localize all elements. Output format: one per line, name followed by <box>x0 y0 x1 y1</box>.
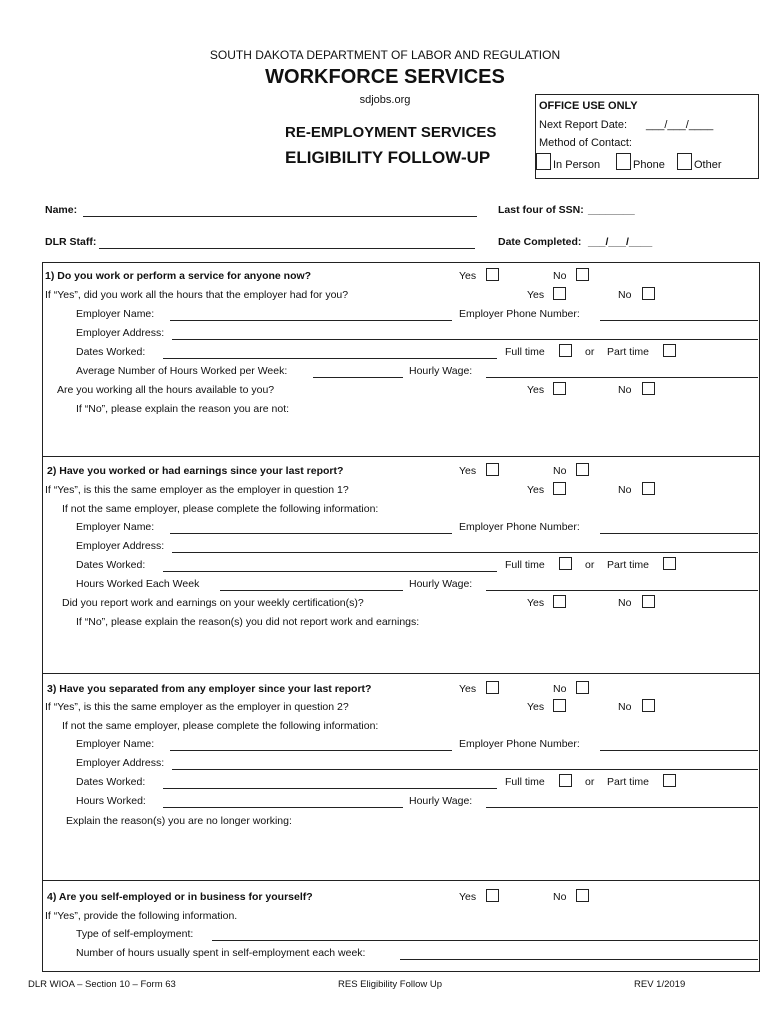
q3-explain-label: Explain the reason(s) you are no longer working: <box>66 815 292 827</box>
q3-employer-phone-label: Employer Phone Number: <box>459 738 580 750</box>
q2-yes-label: Yes <box>459 465 477 477</box>
q3-part-time-checkbox[interactable] <box>663 774 676 787</box>
q3-or-label: or <box>585 776 595 788</box>
q2-explain-label: If “No”, please explain the reason(s) you did not report work and earnings: <box>76 616 420 628</box>
form-title-line1: RE-EMPLOYMENT SERVICES <box>285 124 497 141</box>
q2-same-yes-checkbox[interactable] <box>553 482 566 495</box>
date-completed-label: Date Completed: <box>498 236 582 248</box>
ssn-field[interactable]: ________ <box>588 204 635 216</box>
q1-or-label: or <box>585 346 595 358</box>
q2-followup: If “Yes”, is this the same employer as the employer in question 1? <box>45 484 349 496</box>
q3-not-same-instructions: If not the same employer, please complete the following information: <box>62 720 379 732</box>
q3-full-time-checkbox[interactable] <box>559 774 572 787</box>
q2-employer-address-label: Employer Address: <box>76 540 165 552</box>
q2-dates-worked-field[interactable] <box>163 571 497 572</box>
q3-followup: If “Yes”, is this the same employer as the employer in question 2? <box>45 701 349 713</box>
q2-reported-no-label: No <box>618 597 632 609</box>
q1-all-hours-yes-label: Yes <box>527 289 545 301</box>
phone-checkbox[interactable] <box>616 153 631 170</box>
q3-no-label: No <box>553 683 567 695</box>
footer-form-title: RES Eligibility Follow Up <box>338 979 443 990</box>
name-field[interactable] <box>83 216 477 217</box>
q2-full-time-label: Full time <box>505 559 545 571</box>
q2-hourly-wage-label: Hourly Wage: <box>409 578 473 590</box>
dlr-staff-field[interactable] <box>99 248 475 249</box>
q1-full-time-checkbox[interactable] <box>559 344 572 357</box>
q3-part-time-label: Part time <box>607 776 650 788</box>
next-report-label: Next Report Date: <box>539 119 628 131</box>
q1-part-time-label: Part time <box>607 346 650 358</box>
q4-type-field[interactable] <box>212 940 758 941</box>
q2-reported-question: Did you report work and earnings on your weekly certification(s)? <box>62 597 364 609</box>
q1-all-hours-no-checkbox[interactable] <box>642 287 655 300</box>
q3-hourly-wage-field[interactable] <box>486 807 758 808</box>
office-use-box <box>535 94 759 179</box>
q1-employer-phone-label: Employer Phone Number: <box>459 308 580 320</box>
q3-full-time-label: Full time <box>505 776 545 788</box>
next-report-date-field[interactable]: ___/___/____ <box>646 119 714 131</box>
form-title-line2: ELIGIBILITY FOLLOW-UP <box>285 148 491 167</box>
q3-hours-worked-label: Hours Worked: <box>76 795 146 807</box>
in-person-label: In Person <box>553 159 601 171</box>
website: sdjobs.org <box>359 94 411 106</box>
q1-employer-address-field[interactable] <box>172 339 758 340</box>
q1-explain-label: If “No”, please explain the reason you are not: <box>76 403 290 415</box>
q3-hourly-wage-label: Hourly Wage: <box>409 795 473 807</box>
q2-no-checkbox[interactable] <box>576 463 589 476</box>
q4-hours-label: Number of hours usually spent in self-employment each week: <box>76 947 366 959</box>
q1-available-no-label: No <box>618 384 632 396</box>
q1-yes-checkbox[interactable] <box>486 268 499 281</box>
q4-no-label: No <box>553 891 567 903</box>
q3-dates-worked-label: Dates Worked: <box>76 776 146 788</box>
q2-reported-no-checkbox[interactable] <box>642 595 655 608</box>
q3-yes-label: Yes <box>459 683 477 695</box>
q3-employer-name-label: Employer Name: <box>76 738 155 750</box>
q3-same-yes-checkbox[interactable] <box>553 699 566 712</box>
q1-all-hours-yes-checkbox[interactable] <box>553 287 566 300</box>
divider-q2-q3 <box>42 673 760 674</box>
q1-no-checkbox[interactable] <box>576 268 589 281</box>
q1-no-label: No <box>553 270 567 282</box>
q2-part-time-checkbox[interactable] <box>663 557 676 570</box>
q1-avg-hours-label: Average Number of Hours Worked per Week: <box>76 365 288 377</box>
q1-available-no-checkbox[interactable] <box>642 382 655 395</box>
q2-no-label: No <box>553 465 567 477</box>
q1-available-yes-checkbox[interactable] <box>553 382 566 395</box>
q2-employer-address-field[interactable] <box>172 552 758 553</box>
q4-followup: If “Yes”, provide the following information. <box>45 910 238 922</box>
q1-employer-address-label: Employer Address: <box>76 327 165 339</box>
footer-revision: REV 1/2019 <box>634 979 686 990</box>
name-label: Name: <box>45 204 78 216</box>
q2-or-label: or <box>585 559 595 571</box>
footer-form-id: DLR WIOA – Section 10 – Form 63 <box>28 979 176 990</box>
q2-employer-phone-field[interactable] <box>600 533 758 534</box>
q3-employer-address-field[interactable] <box>172 769 758 770</box>
q2-yes-checkbox[interactable] <box>486 463 499 476</box>
q2-employer-name-field[interactable] <box>170 533 452 534</box>
q3-same-no-label: No <box>618 701 632 713</box>
q2-hours-each-week-field[interactable] <box>220 590 403 591</box>
q2-employer-phone-label: Employer Phone Number: <box>459 521 580 533</box>
q1-hourly-wage-label: Hourly Wage: <box>409 365 473 377</box>
q1-dates-worked-label: Dates Worked: <box>76 346 146 358</box>
in-person-checkbox[interactable] <box>536 153 551 170</box>
agency-name: SOUTH DAKOTA DEPARTMENT OF LABOR AND REGULATION <box>209 48 561 62</box>
q2-same-no-label: No <box>618 484 632 496</box>
other-checkbox[interactable] <box>677 153 692 170</box>
q3-employer-address-label: Employer Address: <box>76 757 165 769</box>
dlr-staff-label: DLR Staff: <box>45 236 97 248</box>
q1-employer-phone-field[interactable] <box>600 320 758 321</box>
q2-reported-yes-checkbox[interactable] <box>553 595 566 608</box>
q1-question: 1) Do you work or perform a service for anyone now? <box>45 270 312 282</box>
q2-hourly-wage-field[interactable] <box>486 590 758 591</box>
q2-same-no-checkbox[interactable] <box>642 482 655 495</box>
q3-employer-phone-field[interactable] <box>600 750 758 751</box>
q1-full-time-label: Full time <box>505 346 545 358</box>
q2-same-yes-label: Yes <box>527 484 545 496</box>
divider-q3-q4 <box>42 880 760 881</box>
q1-employer-name-label: Employer Name: <box>76 308 155 320</box>
q1-available-yes-label: Yes <box>527 384 545 396</box>
q3-yes-checkbox[interactable] <box>486 681 499 694</box>
q3-employer-name-field[interactable] <box>170 750 452 751</box>
q1-all-hours-no-label: No <box>618 289 632 301</box>
q1-followup: If “Yes”, did you work all the hours that the employer had for you? <box>45 289 349 301</box>
q1-part-time-checkbox[interactable] <box>663 344 676 357</box>
q4-type-label: Type of self-employment: <box>76 928 194 940</box>
q2-not-same-instructions: If not the same employer, please complete the following information: <box>62 503 379 515</box>
method-label: Method of Contact: <box>539 137 632 149</box>
ssn-label: Last four of SSN: <box>498 204 584 216</box>
office-use-title: OFFICE USE ONLY <box>539 100 638 112</box>
q3-dates-worked-field[interactable] <box>163 788 497 789</box>
division-title: WORKFORCE SERVICES <box>265 66 505 88</box>
q3-same-yes-label: Yes <box>527 701 545 713</box>
q4-hours-field[interactable] <box>400 959 758 960</box>
q2-reported-yes-label: Yes <box>527 597 545 609</box>
q1-avg-hours-field[interactable] <box>313 377 403 378</box>
q4-no-checkbox[interactable] <box>576 889 589 902</box>
q2-full-time-checkbox[interactable] <box>559 557 572 570</box>
q2-employer-name-label: Employer Name: <box>76 521 155 533</box>
q3-no-checkbox[interactable] <box>576 681 589 694</box>
q2-part-time-label: Part time <box>607 559 650 571</box>
q1-dates-worked-field[interactable] <box>163 358 497 359</box>
q3-hours-worked-field[interactable] <box>163 807 403 808</box>
q4-question: 4) Are you self-employed or in business for yourself? <box>47 891 313 903</box>
q1-employer-name-field[interactable] <box>170 320 452 321</box>
q2-question: 2) Have you worked or had earnings since your last report? <box>47 465 344 477</box>
q2-hours-each-week-label: Hours Worked Each Week <box>76 578 200 590</box>
q3-question: 3) Have you separated from any employer since your last report? <box>47 683 372 695</box>
q3-same-no-checkbox[interactable] <box>642 699 655 712</box>
phone-label: Phone <box>633 159 665 171</box>
divider-q1-q2 <box>42 456 760 457</box>
other-label: Other <box>694 159 722 171</box>
date-completed-field[interactable]: ___/___/____ <box>588 236 653 248</box>
q4-yes-label: Yes <box>459 891 477 903</box>
q1-yes-label: Yes <box>459 270 477 282</box>
q4-yes-checkbox[interactable] <box>486 889 499 902</box>
q2-dates-worked-label: Dates Worked: <box>76 559 146 571</box>
q1-hourly-wage-field[interactable] <box>486 377 758 378</box>
q1-all-hours-question: Are you working all the hours available to you? <box>57 384 275 396</box>
